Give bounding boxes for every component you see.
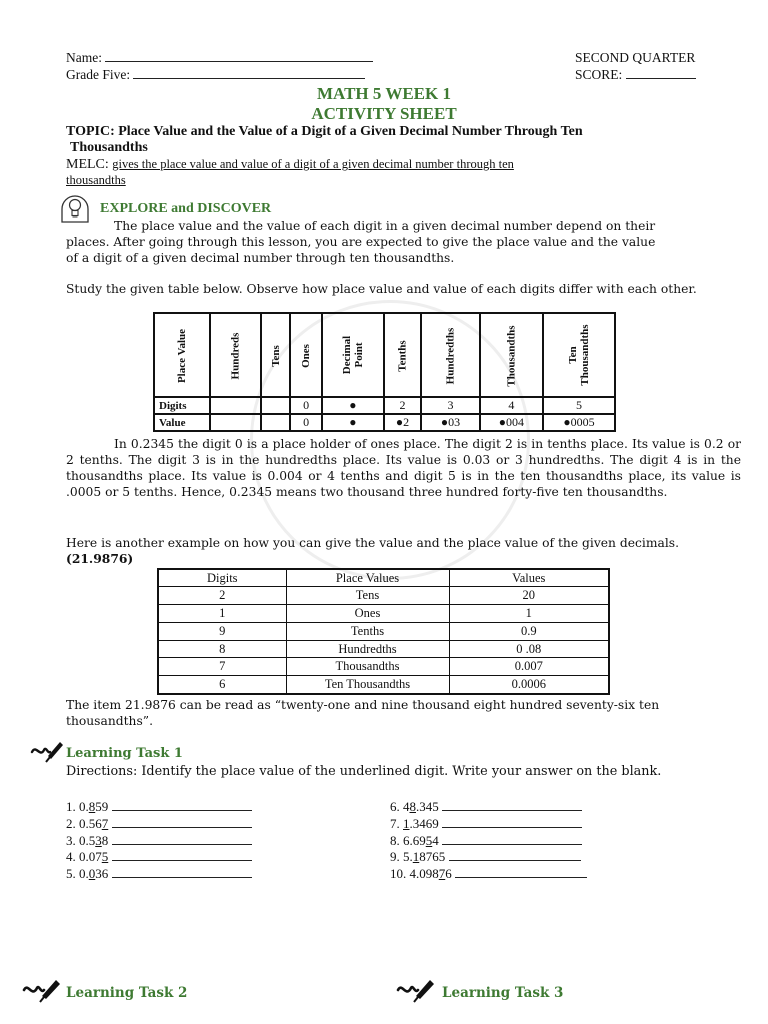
answer-blank[interactable]	[112, 827, 252, 828]
pv-value-cell: ●004	[480, 414, 543, 431]
example-reading: The item 21.9876 can be read as “twenty-one and nine thousand eight hundred seventy-six ten thousandths”.	[66, 698, 660, 728]
pv-value-cell: ●03	[421, 414, 480, 431]
answer-blank[interactable]	[442, 827, 582, 828]
pv-header-cell: Tens	[261, 313, 290, 397]
pv-digit-cell: 5	[543, 397, 615, 414]
score-line[interactable]	[575, 67, 696, 83]
page-title: MATH 5 WEEK 1	[317, 84, 451, 103]
list-item[interactable]: 5. 0.036	[66, 866, 252, 882]
list-item[interactable]: 3. 0.538	[66, 833, 252, 849]
place-value-table	[153, 312, 616, 432]
example-intro-text: Here is another example on how you can give the value and the place value of the given decimals.	[66, 536, 679, 550]
answer-blank[interactable]	[442, 810, 582, 811]
answer-blank[interactable]	[112, 860, 252, 861]
example-number: (21.9876)	[66, 551, 134, 566]
digits-row-label: Digits	[154, 397, 210, 414]
page-subtitle: ACTIVITY SHEET	[311, 104, 457, 123]
list-item[interactable]: 2. 0.567	[66, 816, 252, 832]
list-item[interactable]: 8. 6.6954	[390, 833, 582, 849]
answer-blank[interactable]	[442, 844, 582, 845]
table-row: 2 Tens 20	[158, 587, 609, 605]
pv-value-cell: ●2	[384, 414, 421, 431]
pv-header-cell: Ten Thousandths	[543, 313, 615, 397]
pv-value-cell	[261, 414, 290, 431]
pv-value-cell: 0	[290, 414, 321, 431]
table-row: 6 Ten Thousandths 0.0006	[158, 676, 609, 694]
pen-scribble-icon	[30, 738, 64, 764]
table-row: 7 Thousandths 0.007	[158, 658, 609, 676]
ex-header-place: Place Values	[286, 569, 449, 587]
answer-blank[interactable]	[455, 877, 587, 878]
task1-heading: Learning Task 1	[66, 746, 183, 761]
list-item[interactable]: 4. 0.075	[66, 849, 252, 865]
pv-digit-cell: 2	[384, 397, 421, 414]
score-blank[interactable]	[626, 78, 696, 79]
pv-header-cell: Place Value	[154, 313, 210, 397]
pv-value-cell: ●0005	[543, 414, 615, 431]
pv-digit-cell: ●	[322, 397, 384, 414]
pv-value-cell: ●	[322, 414, 384, 431]
task3-heading: Learning Task 3	[442, 985, 564, 1001]
grade-line[interactable]	[66, 67, 365, 83]
grade-blank[interactable]	[133, 78, 365, 79]
topic-line2: Thousandths	[70, 140, 148, 155]
task2-heading: Learning Task 2	[66, 985, 188, 1001]
pv-header-cell: Decimal Point	[322, 313, 384, 397]
pv-digit-cell	[210, 397, 261, 414]
pv-digit-cell: 3	[421, 397, 480, 414]
pv-header-cell: Hundreds	[210, 313, 261, 397]
answer-blank[interactable]	[112, 844, 252, 845]
melc-text1: gives the place value and value of a digit of a given decimal number through ten	[112, 157, 514, 171]
list-item[interactable]: 6. 48.345	[390, 799, 582, 815]
pv-header-cell: Hundredths	[421, 313, 480, 397]
pen-scribble-icon	[22, 976, 62, 1004]
list-item[interactable]: 1. 0.859	[66, 799, 252, 815]
answer-blank[interactable]	[112, 877, 252, 878]
name-label: Name:	[66, 50, 102, 65]
study-instruction: Study the given table below. Observe how place value and value of each digits differ with each other.	[66, 282, 697, 296]
pen-scribble-icon	[396, 976, 436, 1004]
answer-blank[interactable]	[112, 810, 252, 811]
grade-label: Grade Five:	[66, 67, 131, 82]
value-row-label: Value	[154, 414, 210, 431]
melc-line1	[66, 157, 514, 173]
name-line[interactable]	[66, 50, 373, 66]
name-blank[interactable]	[105, 61, 373, 62]
answer-blank[interactable]	[449, 860, 581, 861]
task1-directions: Directions: Identify the place value of the underlined digit. Write your answer on the blank.	[66, 764, 662, 779]
melc-label: MELC:	[66, 157, 109, 172]
explanation-paragraph: In 0.2345 the digit 0 is a place holder of ones place. The digit 2 is in tenths place. Its value is 0.2 or 2 tenths. The digit 3 is in the hundredths place. Its value is 0.03 or 3 hundredths. The digit 4 is in the thousandths place. Its value is 0.004 or 4 tenths and digit 5 is in the ten thousandths place, its value is .0005 or 5 tenths. Hence, 0.2345 means two thousand three hundred forty-five ten thousandths.	[66, 437, 741, 499]
list-item[interactable]: 7. 1.3469	[390, 816, 582, 832]
explore-paragraph: The place value and the value of each digit in a given decimal number depend on their places. After going through this lesson, you are expected to give the place value and the value of a digit of a given decimal number through ten thousandths.	[66, 219, 656, 265]
example-table	[157, 568, 610, 695]
pv-header-cell: Ones	[290, 313, 321, 397]
melc-text2: thousandths	[66, 173, 126, 187]
list-item[interactable]: 9. 5.18765	[390, 849, 581, 865]
table-row: 1 Ones 1	[158, 605, 609, 623]
list-item[interactable]: 10. 4.09876	[390, 866, 587, 882]
pv-header-cell: Thousandths	[480, 313, 543, 397]
ex-header-digits: Digits	[158, 569, 286, 587]
table-row: 8 Hundredths 0 .08	[158, 640, 609, 658]
topic-line1: TOPIC: Place Value and the Value of a Digit of a Given Decimal Number Through Ten	[66, 124, 583, 139]
table-row: 9 Tenths 0.9	[158, 622, 609, 640]
score-label: SCORE:	[575, 67, 623, 82]
pv-header-cell: Tenths	[384, 313, 421, 397]
explore-heading: EXPLORE and DISCOVER	[100, 201, 272, 216]
pv-digit-cell: 4	[480, 397, 543, 414]
pv-digit-cell: 0	[290, 397, 321, 414]
quarter-label: SECOND QUARTER	[575, 50, 696, 65]
ex-header-values: Values	[449, 569, 609, 587]
pv-digit-cell	[261, 397, 290, 414]
pv-value-cell	[210, 414, 261, 431]
example-intro	[66, 535, 736, 567]
